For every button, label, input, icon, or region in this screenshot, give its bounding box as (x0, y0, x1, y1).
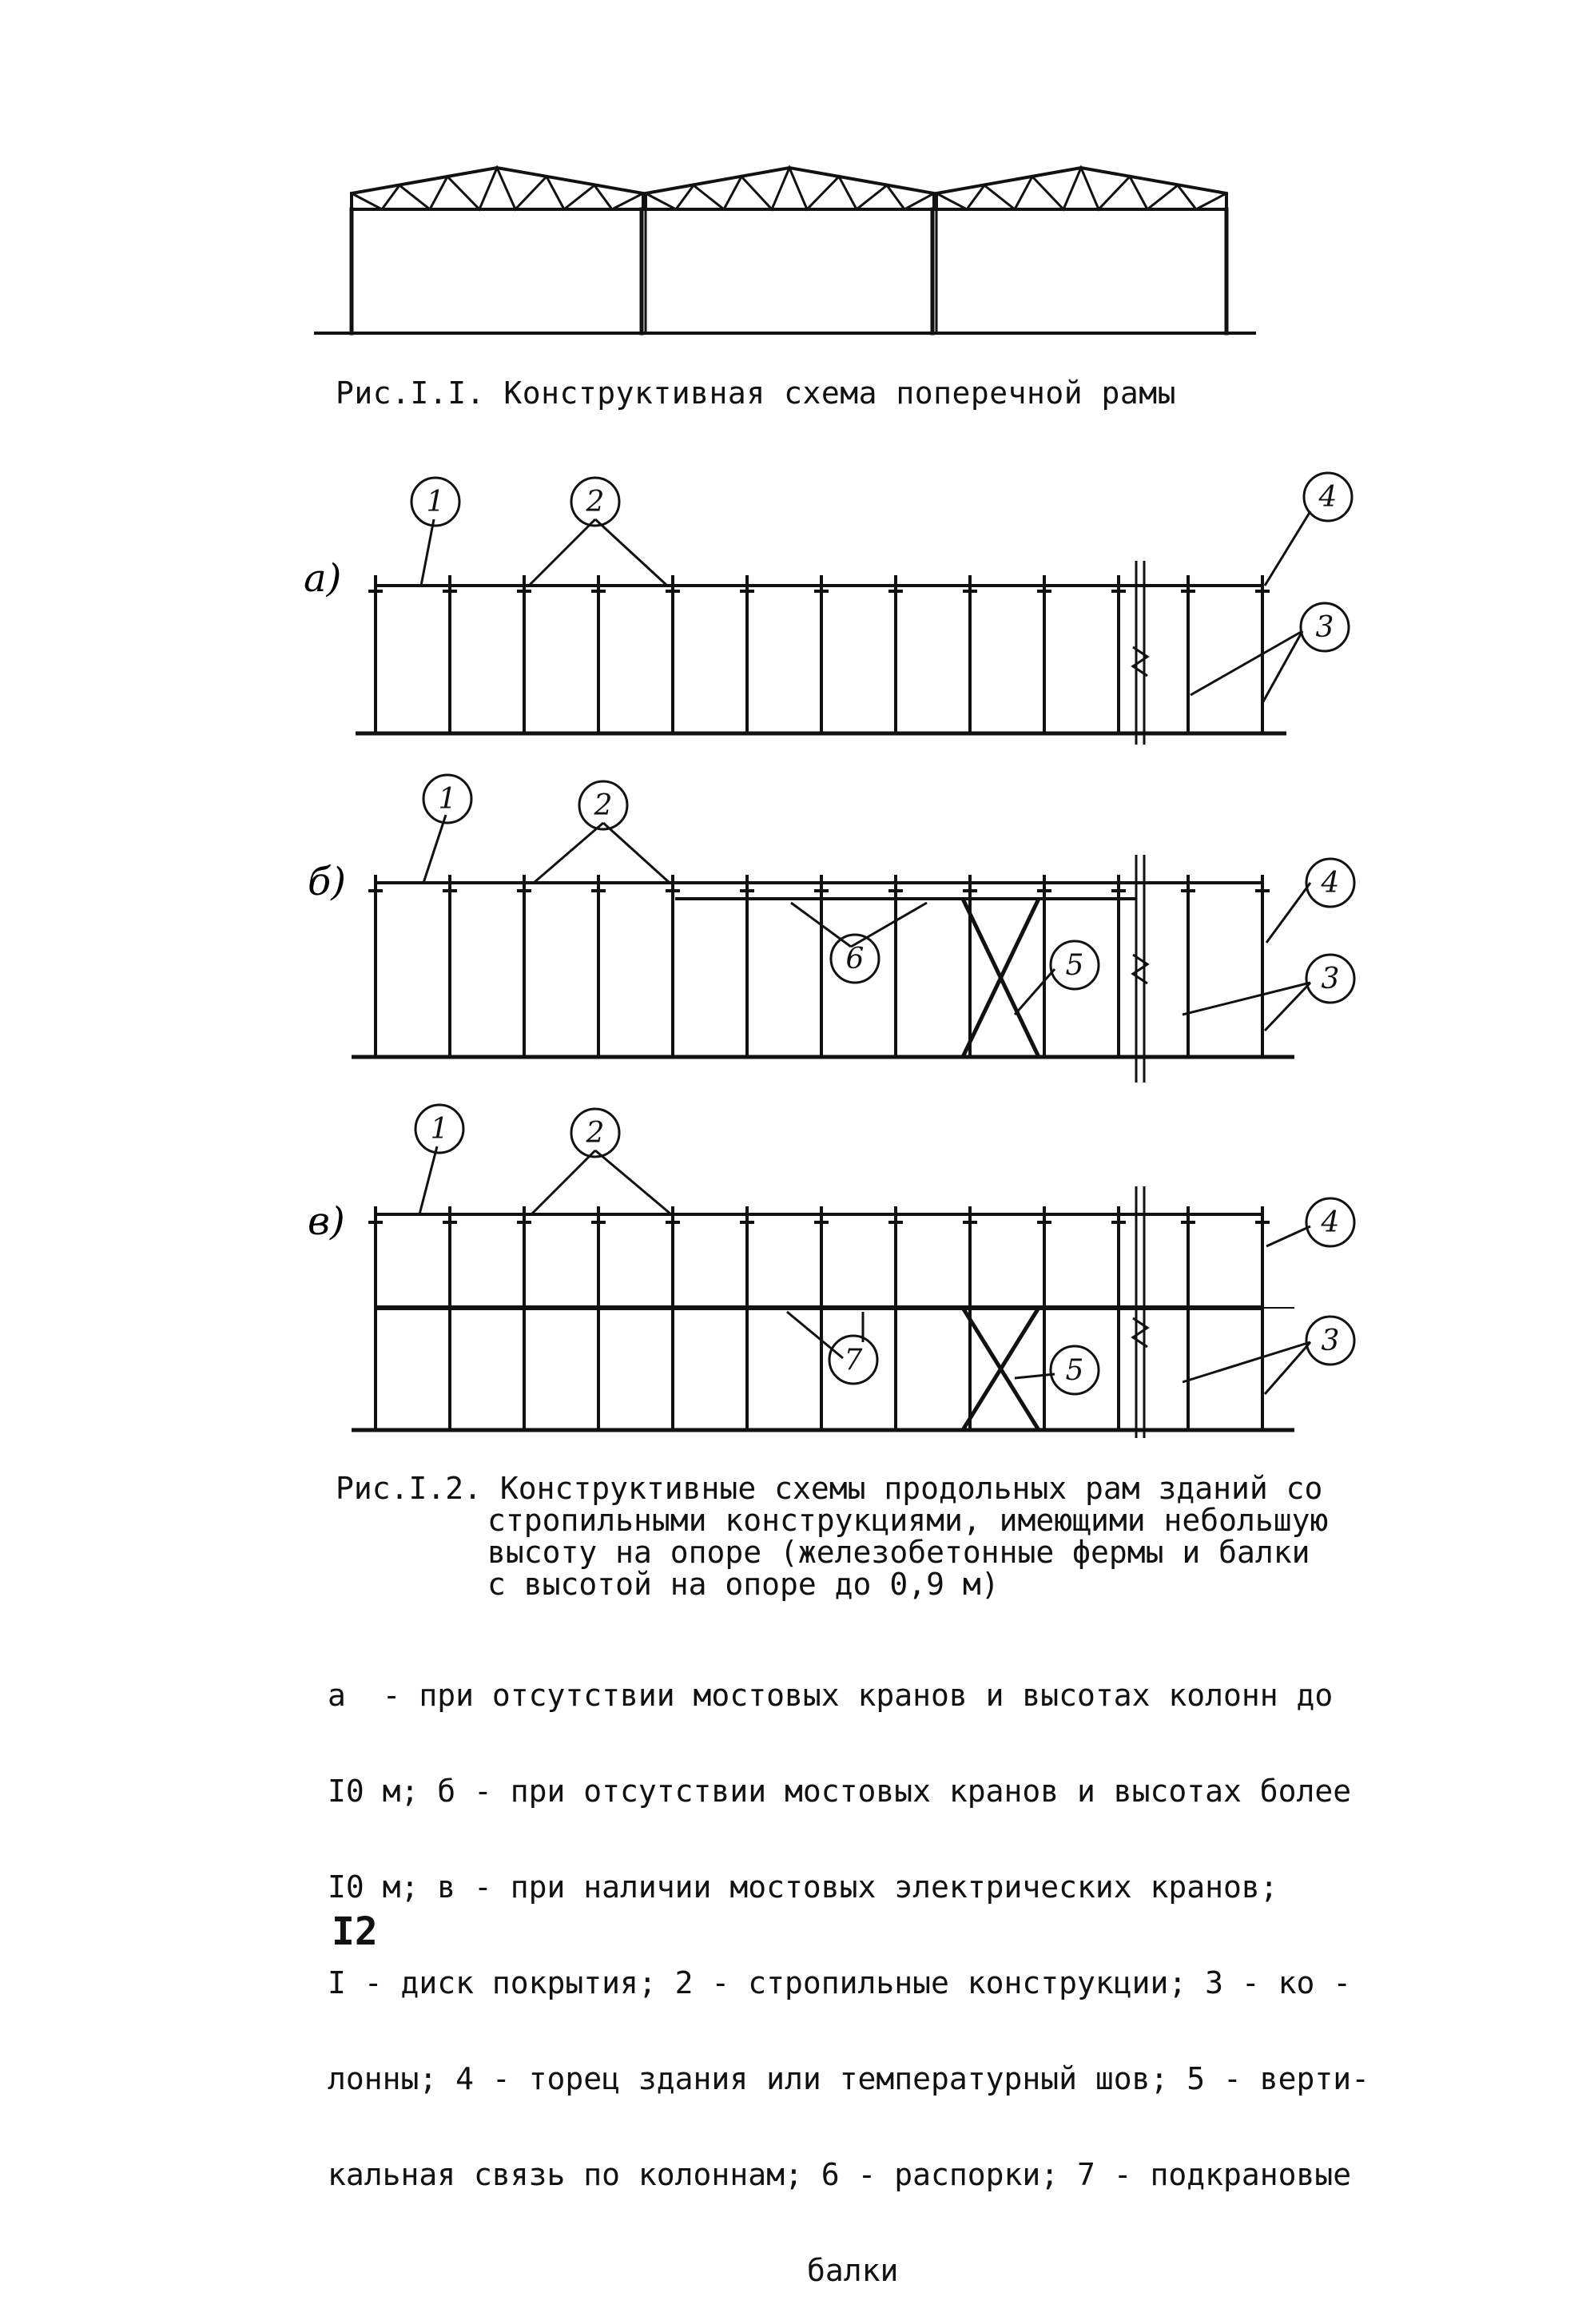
fig2-caption-head: Рис.I.2. Конструктивные схемы продольных рам зданий со (336, 1471, 1323, 1506)
callout-1: 1 (438, 783, 457, 816)
page-number: I2 (332, 1909, 378, 1954)
fig1-caption: Рис.I.I. Конструктивная схема поперечной рамы (336, 375, 1177, 411)
callout-1: 1 (426, 486, 445, 518)
callout-4: 4 (1318, 481, 1338, 514)
legend-line: I0 м; в - при наличии мостовых электрических кранов; (328, 1869, 1278, 1905)
callout-2: 2 (594, 789, 613, 822)
fig2-caption-line: стропильными конструкциями, имеющими небольшую (487, 1503, 1329, 1538)
break-mark (1133, 855, 1147, 1083)
frame-panel-b (0, 775, 1594, 1094)
panel-label: в) (308, 1199, 345, 1244)
legend-line: лонны; 4 - торец здания или температурный шов; 5 - верти- (328, 2061, 1370, 2096)
legend-line: I0 м; б - при отсутствии мостовых кранов и высотах более (328, 1774, 1352, 1809)
frame-panel-a (0, 471, 1594, 751)
callout-4: 4 (1321, 1206, 1340, 1239)
legend-line: I - диск покрытия; 2 - стропильные конструкции; 3 - ко - (328, 1965, 1352, 2000)
roof-truss (646, 168, 934, 209)
cross-frame-diagram (0, 152, 1594, 344)
vertical-bracing (963, 899, 1039, 1057)
callout-2: 2 (586, 1117, 605, 1150)
frame-panel-c (0, 1102, 1594, 1438)
callout-6: 6 (845, 943, 865, 975)
callout-5: 5 (1065, 949, 1084, 982)
fig2-caption-line: высоту на опоре (железобетонные фермы и балки (487, 1535, 1310, 1570)
vertical-bracing (963, 1308, 1039, 1430)
legend-line: а - при отсутствии мостовых кранов и высотах колонн до (328, 1678, 1334, 1713)
callout-3: 3 (1315, 611, 1334, 644)
roof-truss (936, 168, 1226, 209)
legend (328, 1615, 1446, 2318)
callout-7: 7 (844, 1344, 863, 1377)
break-mark (1133, 1186, 1147, 1438)
callout-3: 3 (1321, 963, 1340, 995)
callout-5: 5 (1065, 1354, 1084, 1387)
callout-1: 1 (430, 1113, 449, 1146)
legend-line: балки (807, 2253, 899, 2288)
columns (368, 875, 1270, 1057)
legend-line: кальная связь по колоннам; 6 - распорки; 7 - подкрановые (328, 2157, 1352, 2192)
callout-2: 2 (586, 486, 605, 518)
callout-4: 4 (1321, 867, 1340, 900)
fig2-caption-line: с высотой на опоре до 0,9 м) (487, 1567, 1000, 1602)
columns (368, 575, 1270, 733)
panel-label: б) (308, 860, 347, 904)
roof-truss (352, 168, 643, 209)
callout-3: 3 (1321, 1325, 1340, 1357)
fig2-caption (336, 1472, 1328, 1600)
break-mark (1133, 561, 1147, 745)
panel-label: а) (304, 556, 342, 601)
